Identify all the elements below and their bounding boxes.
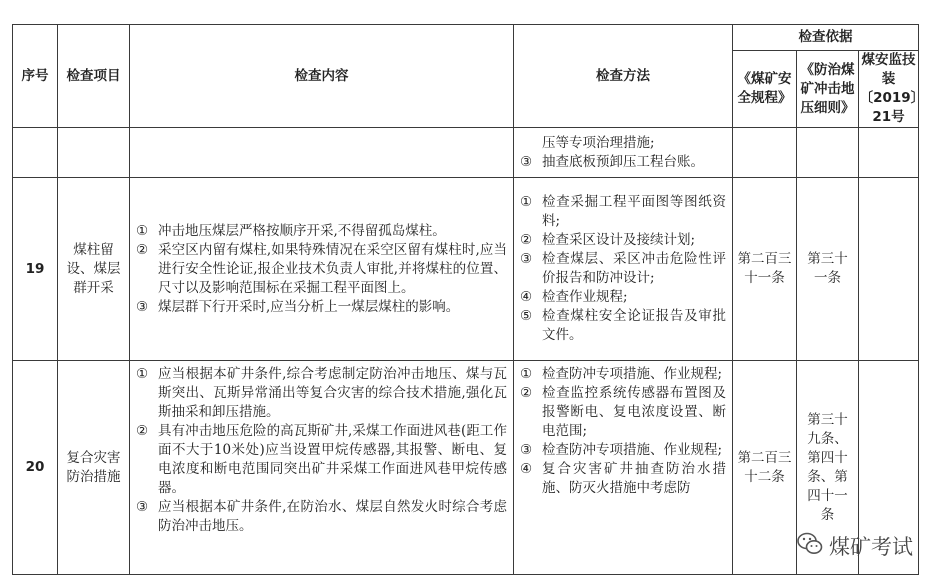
row-content [130,361,513,540]
header-content: 检查内容 [130,25,514,128]
header-method: 检查方法 [514,25,733,128]
list-item: ③ 检查煤层、采区冲击危险性评价报告和防冲设计; [520,251,726,286]
row-basis-2 [797,128,859,178]
header-basis: 检查依据 [733,25,919,51]
list-item: ④ 检查作业规程; [520,289,628,305]
row-method [514,189,732,349]
row-basis-1 [733,128,797,178]
row-basis-3 [859,178,919,361]
list-item: ③ 检查防冲专项措施、作业规程; [520,442,723,458]
row-basis-1: 第二百三十二条 [733,361,797,575]
row-method [514,130,732,176]
list-item: ③ 煤层群下行开采时,应当分析上一煤层煤柱的影响。 [136,298,460,315]
row-basis-2: 第三十九条、第四十条、第四十一条 [797,361,859,575]
row-item: 煤柱留设、煤层群开采 [58,178,130,361]
row-seq: 20 [13,361,58,575]
watermark [797,531,913,561]
list-item: ⑤ 检查煤柱安全论证报告及审批文件。 [520,308,726,343]
row-content [130,128,514,178]
row-item: 复合灾害防治措施 [58,361,130,575]
list-item: ① 检查采掘工程平面图等图纸资料; [520,194,726,229]
list-item: ① 冲击地压煤层严格按顺序开采,不得留孤岛煤柱。 [136,222,446,239]
list-item: ② 具有冲击地压危险的高瓦斯矿井,采煤工作面进风巷(距工作面不大于10米处)应当设置甲烷传感器,其报警、断电、复电浓度和断电范围同突出矿井采煤工作面进风巷甲烷传感器。 [136,423,507,496]
table-row [13,361,919,575]
list-item: ③ 应当根据本矿井条件,在防治水、煤层自然发火时综合考虑防治冲击地压。 [136,499,507,534]
header-basis-coal-mine-safety-rules: 《煤矿安全规程》 [733,51,797,128]
header-basis-rockburst-rules: 《防治煤矿冲击地压细则》 [797,51,859,128]
row-method [514,361,732,502]
list-item: ④ 复合灾害矿井抽查防治水措施、防灭火措施中考虑防 [520,461,726,496]
row-basis-2: 第三十一条 [797,178,859,361]
row-content [130,218,513,321]
row-basis-3 [859,128,919,178]
header-basis-2019-21: 煤安监技装〔2019〕21号 [859,51,919,128]
table-row [13,128,919,178]
row-item [58,128,130,178]
list-item: ① 检查防冲专项措施、作业规程; [520,366,723,382]
wechat-icon [797,532,823,561]
row-basis-1: 第二百三十一条 [733,178,797,361]
list-item: ② 检查监控系统传感器布置图及报警断电、复电浓度设置、断电范围; [520,385,726,439]
row-seq [13,128,58,178]
watermark-text: 煤矿考试 [829,535,913,559]
table-row [13,178,919,361]
list-item: ② 检查采区设计及接续计划; [520,232,696,248]
header-item: 检查项目 [58,25,130,128]
list-item: ① 应当根据本矿井条件,综合考虑制定防治冲击地压、煤与瓦斯突出、瓦斯异常涌出等复合灾害的综合技术措施,强化瓦斯抽采和卸压措施。 [136,366,507,420]
list-item: ③ 抽查底板预卸压工程台账。 [520,153,704,170]
list-item: 压等专项治理措施; [542,134,655,151]
inspection-table [12,24,919,575]
header-seq: 序号 [13,25,58,128]
list-item: ② 采空区内留有煤柱,如果特殊情况在采空区留有煤柱时,应当进行安全性论证,报企业技术负责人审批,并将煤柱的位置、尺寸以及影响范围标在采掘工程平面图上。 [136,241,507,296]
row-seq: 19 [13,178,58,361]
